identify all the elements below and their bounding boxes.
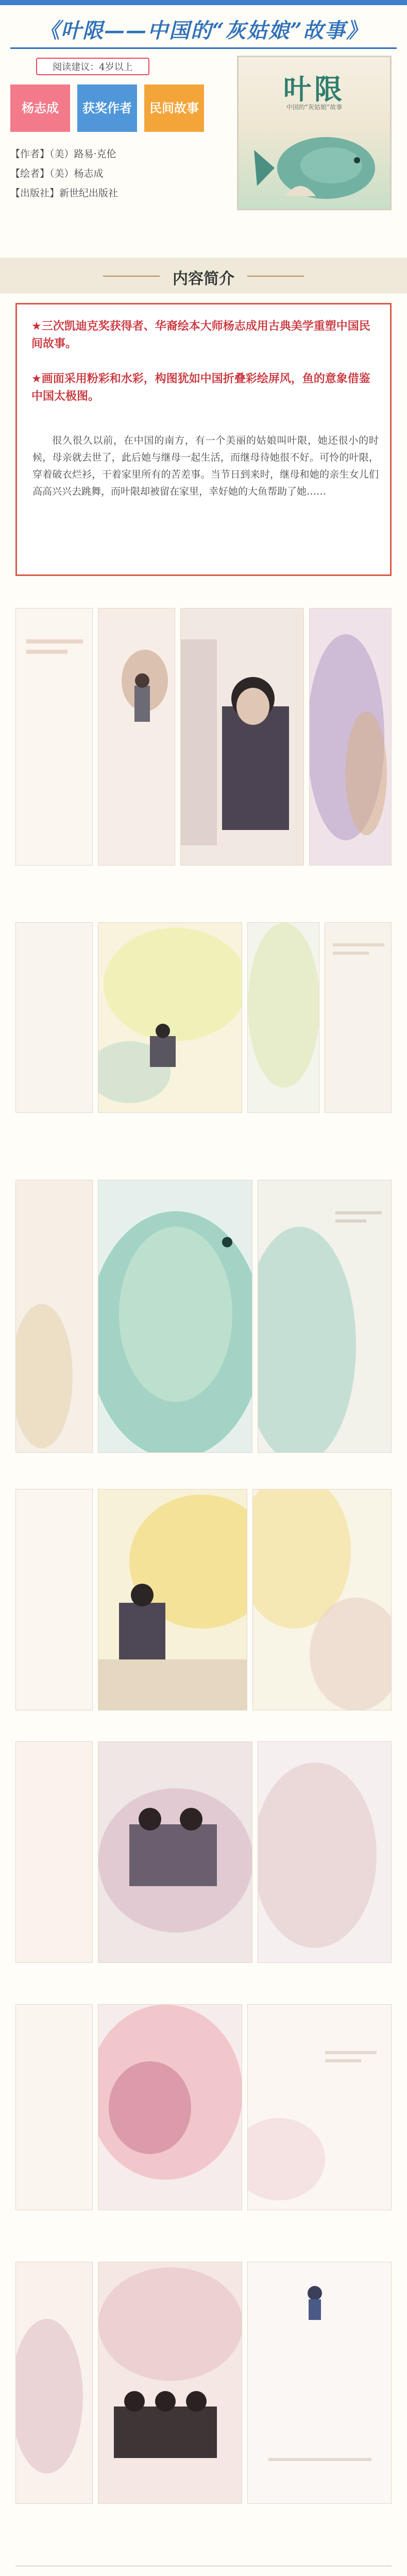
illustration-panel <box>247 922 319 1113</box>
title-wrap <box>0 14 407 44</box>
page-title: 《叶限——中国的“灰姑娘”故事》 <box>39 19 368 43</box>
illustration-panel <box>247 2262 392 2504</box>
book-info <box>10 58 222 212</box>
title-underline <box>10 47 397 49</box>
cover-subtitle: 中国的“灰姑娘”故事 <box>286 104 343 111</box>
illustration-panel <box>98 2004 242 2210</box>
illustration-panel <box>98 1489 247 1710</box>
tag-folktale: 民间故事 <box>144 84 204 132</box>
intro-deco-left <box>103 276 160 277</box>
illustration-panel <box>98 608 175 866</box>
illustration-panel <box>247 2004 392 2210</box>
intro-story: 很久很久以前，在中国的南方，有一个美丽的姑娘叫叶限，她还很小的时候，母亲就去世了，此后她与继母一起生活，而继母待她很不好。可怜的叶限，穿着破衣烂衫，干着家里所有的苦差事。当节日到来时，继母和她的亲生女儿们高高兴兴去跳舞，而叶限却被留在家里，幸好她的大鱼帮助了她…… <box>32 435 379 497</box>
illustration-panel <box>15 1489 93 1710</box>
illustration-panel <box>98 2262 242 2504</box>
credits <box>10 144 222 203</box>
illustration-panel <box>15 922 93 1113</box>
credit-author: 【作者】（美）路易·克伦 <box>10 148 116 160</box>
illustration-panel <box>15 1741 93 1963</box>
star-icon: ★ <box>31 372 42 385</box>
illustration-panel <box>180 608 304 866</box>
top-rule <box>0 0 407 5</box>
intro-point-2: ★画面采用粉彩和水彩，构图犹如中国折叠彩绘屏风，鱼的意象借鉴中国太极图。 <box>31 372 370 403</box>
illustration-panel <box>258 1741 392 1963</box>
credit-illustrator: 【绘者】（美）杨志成 <box>10 168 104 179</box>
intro-heading: 内容简介 <box>173 270 234 288</box>
cover-title: 叶限 <box>283 73 345 106</box>
intro-box <box>15 303 392 576</box>
illustration-panel <box>15 608 93 866</box>
star-icon: ★ <box>31 320 42 333</box>
illustration-panel <box>98 1741 252 1963</box>
illustration-panel <box>325 922 392 1113</box>
age-badge: 阅读建议：4岁以上 <box>36 58 149 75</box>
illustration-panel <box>98 1180 252 1453</box>
illustration-panel <box>15 1180 93 1453</box>
illustration-panel <box>309 608 392 866</box>
illustration-panel <box>258 1180 392 1453</box>
tag-group <box>10 84 211 132</box>
credit-publisher: 【出版社】新世纪出版社 <box>10 188 118 199</box>
illustration-panel <box>98 922 242 1113</box>
tag-award: 获奖作者 <box>77 84 137 132</box>
cover-fish-illustration <box>254 119 378 207</box>
tag-author: 杨志成 <box>10 84 70 132</box>
intro-deco-right <box>247 276 304 277</box>
book-cover <box>237 56 392 210</box>
illustration-panel <box>15 2004 93 2210</box>
illustration-panel <box>15 2262 93 2504</box>
intro-point-1: ★三次凯迪克奖获得者、华裔绘本大师杨志成用古典美学重塑中国民间故事。 <box>31 320 370 350</box>
illustration-panel <box>252 1489 392 1710</box>
